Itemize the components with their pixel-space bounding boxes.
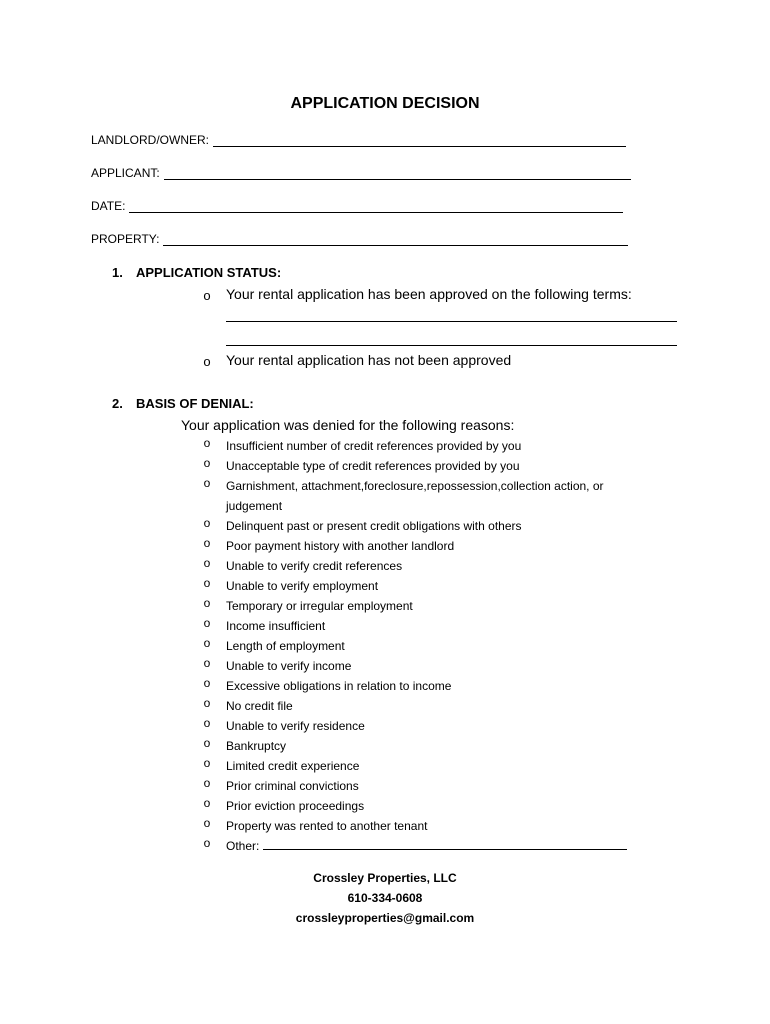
section-application-status [112, 265, 281, 280]
footer-contact [0, 868, 770, 928]
reason-bullet[interactable]: o [203, 596, 211, 610]
reason-bullet[interactable]: o [203, 516, 211, 530]
reason-bullet[interactable]: o [203, 616, 211, 630]
reason-bullet[interactable]: o [203, 556, 211, 570]
landlord-owner-line[interactable] [213, 136, 626, 147]
company-name: Crossley Properties, LLC [313, 871, 457, 885]
document-title: APPLICATION DECISION [290, 95, 480, 112]
landlord-owner-field [91, 133, 626, 147]
reason-item[interactable]: o Prior eviction proceedings [200, 796, 636, 816]
reason-bullet[interactable]: o [203, 756, 211, 770]
reason-bullet[interactable]: o [203, 576, 211, 590]
section-number: 1. [112, 265, 123, 280]
applicant-label: APPLICANT: [91, 166, 160, 180]
reason-item[interactable]: o No credit file [200, 696, 636, 716]
not-approved-option-text: Your rental application has not been approved [226, 352, 512, 368]
reason-bullet[interactable]: o [203, 456, 211, 470]
terms-line-2[interactable] [226, 345, 677, 346]
reason-item[interactable]: o Unacceptable type of credit references provided by you [200, 456, 636, 476]
reason-bullet[interactable]: o [203, 796, 211, 810]
date-line[interactable] [129, 202, 623, 213]
reason-bullet[interactable]: o [203, 656, 211, 670]
reason-item[interactable]: o Income insufficient [200, 616, 636, 636]
reason-item[interactable]: o Temporary or irregular employment [200, 596, 636, 616]
reason-bullet[interactable]: o [203, 676, 211, 690]
section-heading: APPLICATION STATUS: [136, 265, 282, 280]
reason-item[interactable]: o Poor payment history with another landlord [200, 536, 636, 556]
approved-option-bullet[interactable]: o [203, 288, 211, 303]
property-field [91, 232, 628, 246]
company-email: crossleyproperties@gmail.com [295, 911, 475, 925]
terms-line-1[interactable] [226, 321, 677, 322]
landlord-owner-label: LANDLORD/OWNER: [91, 133, 210, 147]
reason-item[interactable]: o Unable to verify credit references [200, 556, 636, 576]
reason-item[interactable]: o Length of employment [200, 636, 636, 656]
reason-bullet[interactable]: o [203, 696, 211, 710]
reason-bullet[interactable]: o [203, 836, 211, 850]
denial-intro: Your application was denied for the following reasons: [181, 417, 515, 433]
not-approved-option-bullet[interactable]: o [203, 354, 211, 369]
reason-item[interactable]: o Garnishment, attachment,foreclosure,repossession,collection action, or judgement [200, 476, 636, 516]
other-reason-line[interactable] [263, 839, 627, 850]
property-line[interactable] [163, 235, 628, 246]
reason-item[interactable]: o Delinquent past or present credit obligations with others [200, 516, 636, 536]
reason-item[interactable]: o Limited credit experience [200, 756, 636, 776]
applicant-line[interactable] [164, 169, 631, 180]
reason-bullet[interactable]: o [203, 636, 211, 650]
reason-bullet[interactable]: o [203, 436, 211, 450]
reason-item[interactable]: o Unable to verify income [200, 656, 636, 676]
reason-bullet[interactable]: o [203, 716, 211, 730]
reason-bullet[interactable]: o [203, 476, 211, 490]
date-label: DATE: [91, 199, 126, 213]
reason-item[interactable]: o Excessive obligations in relation to income [200, 676, 636, 696]
approved-option-text: Your rental application has been approved on the following terms: [226, 286, 632, 302]
other-label: Other: [226, 839, 260, 853]
section-number: 2. [112, 396, 123, 411]
section-basis-of-denial [112, 396, 254, 411]
reason-item[interactable]: o Insufficient number of credit references provided by you [200, 436, 636, 456]
reason-bullet[interactable]: o [203, 536, 211, 550]
reason-item[interactable]: o Unable to verify employment [200, 576, 636, 596]
reason-item[interactable]: o Property was rented to another tenant [200, 816, 636, 836]
applicant-field [91, 166, 631, 180]
reason-item[interactable]: o Bankruptcy [200, 736, 636, 756]
reason-item[interactable]: o Unable to verify residence [200, 716, 636, 736]
reason-item[interactable]: o Prior criminal convictions [200, 776, 636, 796]
reason-item-other[interactable] [200, 836, 636, 856]
date-field [91, 199, 623, 213]
property-label: PROPERTY: [91, 232, 160, 246]
section-heading: BASIS OF DENIAL: [136, 396, 254, 411]
reason-bullet[interactable]: o [203, 736, 211, 750]
reason-bullet[interactable]: o [203, 816, 211, 830]
company-phone: 610-334-0608 [347, 891, 423, 905]
reason-bullet[interactable]: o [203, 776, 211, 790]
